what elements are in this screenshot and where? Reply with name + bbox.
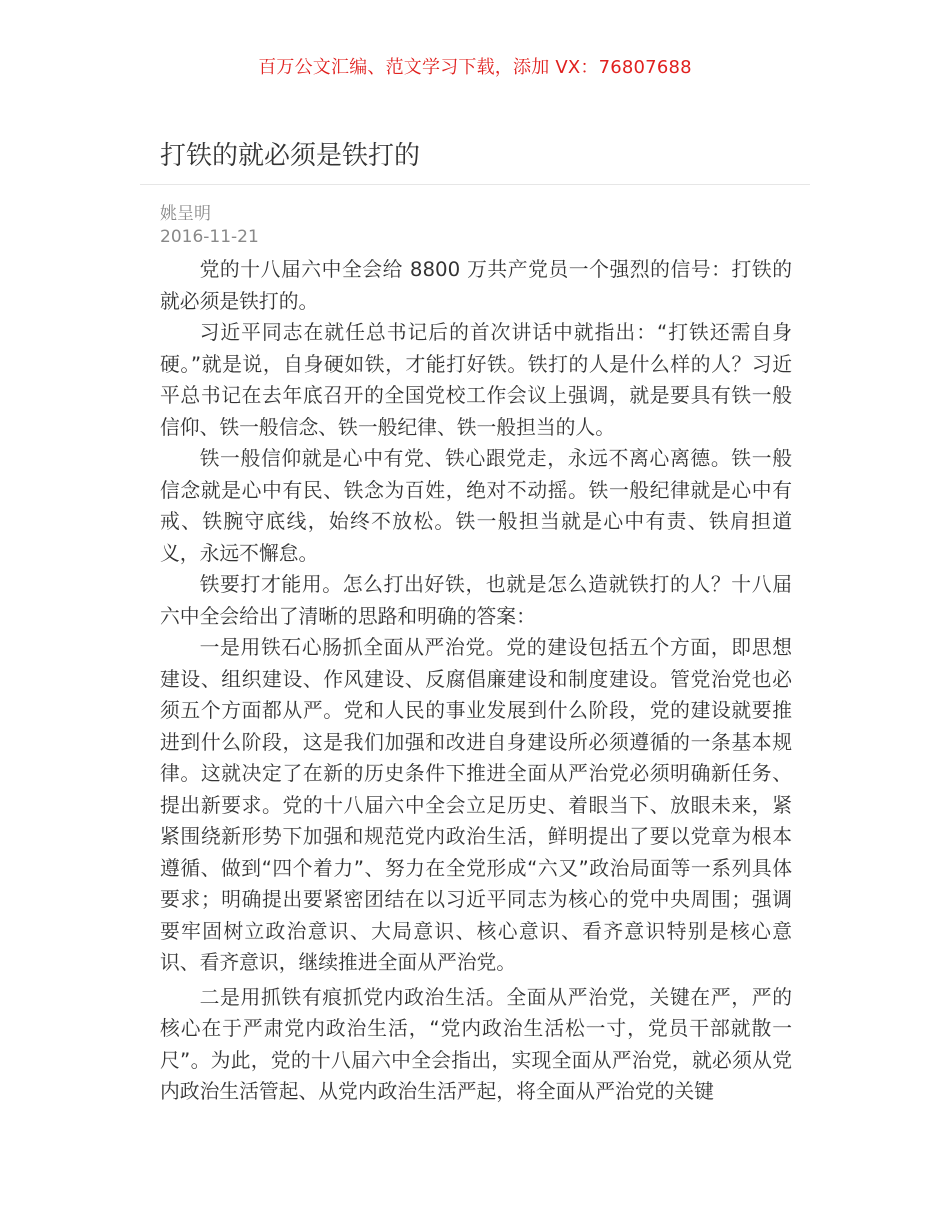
article-author: 姚呈明 bbox=[160, 204, 211, 224]
article-title: 打铁的就必须是铁打的 bbox=[160, 141, 421, 171]
download-banner: 百万公文汇编、范文学习下载，添加 VX：76807688 bbox=[258, 57, 692, 78]
paragraph: 铁一般信仰就是心中有党、铁心跟党走，永远不离心离德。铁一般信念就是心中有民、铁念为百姓，绝对不动摇。铁一般纪律就是心中有戒、铁腕守底线，始终不放松。铁一般担当就是心中有责、铁肩担道义，永远不懈怠。 bbox=[160, 447, 792, 565]
paragraph: 二是用抓铁有痕抓党内政治生活。全面从严治党，关键在严，严的核心在于严肃党内政治生活，“党内政治生活松一寸，党员干部就散一尺”。为此，党的十八届六中全会指出，实现全面从严治党，就必须从党内政治生活管起、从党内政治生活严起，将全面从严治党的关键 bbox=[160, 985, 792, 1103]
paragraph: 习近平同志在就任总书记后的首次讲话中就指出：“打铁还需自身硬。”就是说，自身硬如铁，才能打好铁。铁打的人是什么样的人？习近平总书记在去年底召开的全国党校工作会议上强调，就是要具有铁一般信仰、铁一般信念、铁一般纪律、铁一般担当的人。 bbox=[160, 321, 792, 439]
article-date: 2016-11-21 bbox=[160, 227, 259, 247]
paragraph: 党的十八届六中全会给 8800 万共产党员一个强烈的信号：打铁的就必须是铁打的。 bbox=[160, 258, 792, 313]
paragraph: 一是用铁石心肠抓全面从严治党。党的建设包括五个方面，即思想建设、组织建设、作风建设、反腐倡廉建设和制度建设。管党治党也必须五个方面都从严。党和人民的事业发展到什么阶段，党的建设就要推进到什么阶段，这是我们加强和改进自身建设所必须遵循的一条基本规律。这就决定了在新的历史条件下推进全面从严治党必须明确新任务、提出新要求。党的十八届六中全会立足历史、着眼当下、放眼未来，紧紧围绕新形势下加强和规范党内政治生活，鲜明提出了要以党章为根本遵循、做到“四个着力”、努力在全党形成“六又”政治局面等一系列具体要求；明确提出要紧密团结在以习近平同志为核心的党中央周围；强调要牢固树立政治意识、大局意识、核心意识、看齐意识特别是核心意识、看齐意识，继续推进全面从严治党。 bbox=[160, 636, 792, 974]
article-body bbox=[160, 254, 792, 1108]
title-divider bbox=[140, 184, 810, 185]
paragraph: 铁要打才能用。怎么打出好铁，也就是怎么造就铁打的人？十八届六中全会给出了清晰的思路和明确的答案： bbox=[160, 573, 792, 628]
